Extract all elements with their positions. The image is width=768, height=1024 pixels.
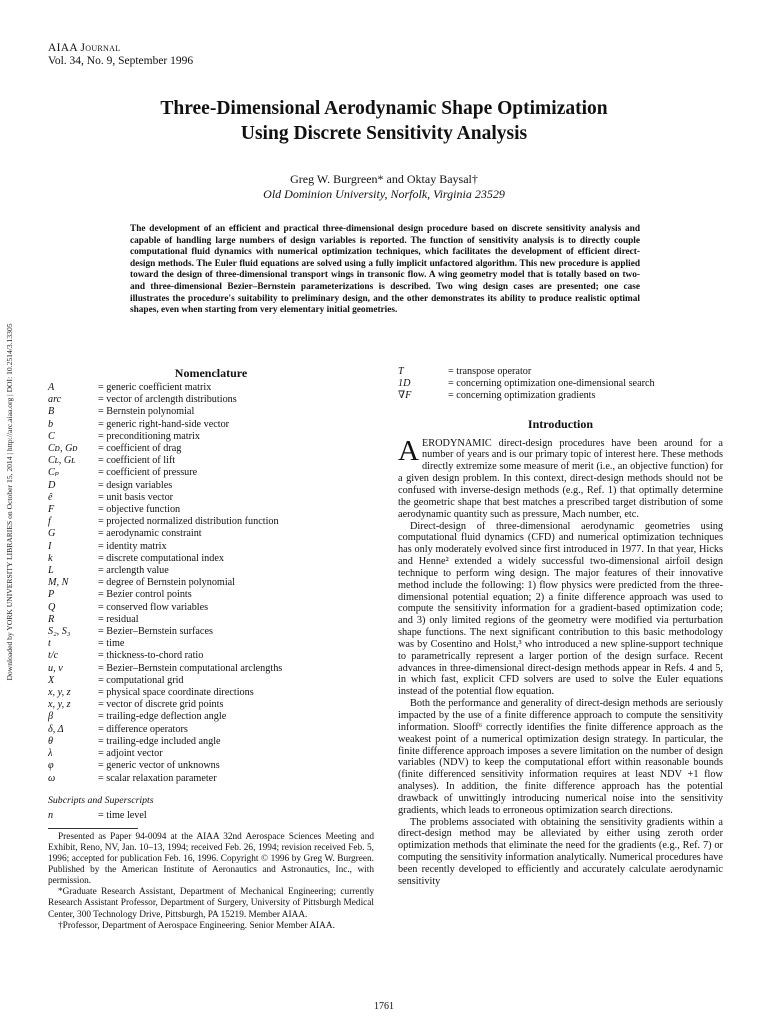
- nomenclature-symbol: X: [48, 674, 55, 686]
- nomenclature-symbol: A: [48, 382, 55, 393]
- abstract: The development of an efficient and practical three-dimensional design procedure based on discrete sensitivity analysis and capable of handling large numbers of design variables is reported. The function of sensitivity analysis is to directly couple computational fluid dynamics with numerical optimization techniques, which facilitates the development of efficient direct-design methods. The Euler fluid equations are solved using a fully implicit unfactored algorithm. This new procedure is applied toward the design of three-dimensional transport wings in transonic flow. A wing geometry model that is totally based on two- and three-dimensional Bezier–Bernstein parameterizations is described. Two wing design cases are presented; one case illustrates the procedure's suitability to preliminary design, and the other demonstrates its ability to produce realistic optimal shapes, even when starting from very elementary initial geometries.: [130, 224, 640, 316]
- nomenclature-row: [398, 390, 723, 402]
- nomenclature-row: [48, 748, 374, 760]
- nomenclature-symbol: x, y, z: [48, 687, 71, 699]
- nomenclature-row: [48, 431, 374, 443]
- nomenclature-definition: = design variables: [98, 479, 173, 491]
- nomenclature-symbol: S₂, S₃: [48, 626, 71, 638]
- nomenclature-definition: = generic right-hand-side vector: [98, 418, 230, 430]
- author-affiliation: Old Dominion University, Norfolk, Virginia 23529: [263, 187, 505, 201]
- nomenclature-definition: = Bezier control points: [98, 589, 192, 601]
- nomenclature-row: [48, 406, 374, 418]
- nomenclature-definition: = concerning optimization gradients: [448, 390, 596, 402]
- introduction-body: [398, 434, 723, 888]
- intro-paragraph-1: AERODYNAMIC direct-design procedures have been around for a number of years and is our primary topic of interest here. These methods directly extremize some measure of merit (i.e., an objective function) for a given design problem. In this context, direct-design methods should not be confused with inverse-design methods (e.g., Ref. 1) that optimally determine the geometric shape that best matches a prescribed target distribution of some aerodynamic quantity such as pressure, Mach number, etc.: [398, 434, 723, 520]
- nomenclature-symbol: D: [48, 479, 56, 491]
- nomenclature-row: [48, 614, 374, 626]
- nomenclature-definition: = projected normalized distribution function: [98, 516, 279, 528]
- nomenclature-definition: = Bezier–Bernstein surfaces: [98, 626, 213, 638]
- intro-paragraph-4: The problems associated with obtaining the sensitivity gradients within a direct-design method may be alleviated by either using zeroth order optimization methods that eliminate the need for the gradients (e.g., Ref. 7) or computing the sensitivity information analytically. Numerical procedures have been recently developed to efficiently and accurately calculate aerodynamic sensitivity: [398, 816, 723, 887]
- nomenclature-row: [48, 516, 374, 528]
- nomenclature-definition: = vector of arclength distributions: [98, 394, 237, 406]
- nomenclature-row: [48, 467, 374, 479]
- nomenclature-definition: = conserved flow variables: [98, 601, 209, 613]
- nomenclature-symbol: λ: [48, 748, 53, 760]
- nomenclature-row: [48, 553, 374, 565]
- title-line-1: Three-Dimensional Aerodynamic Shape Optimization: [160, 98, 608, 119]
- nomenclature-symbol: t/c: [48, 650, 59, 662]
- nomenclature-row: [48, 589, 374, 601]
- nomenclature-definition: = physical space coordinate directions: [98, 687, 254, 699]
- nomenclature-symbol: Cₚ: [48, 467, 59, 479]
- nomenclature-row: [48, 504, 374, 516]
- nomenclature-list: [48, 382, 374, 785]
- nomenclature-definition: = residual: [98, 613, 139, 625]
- nomenclature-definition: = adjoint vector: [98, 748, 163, 760]
- nomenclature-definition: = thickness-to-chord ratio: [98, 650, 204, 662]
- intro-paragraph-3: Both the performance and generality of direct-design methods are seriously impacted by the use of a finite difference approach to compute the sensitivity information. Slooff⁶ correctly identifies the finite difference approach as the weakest point of a numerical optimization design strategy. In particular, the finite difference approach imposes a severe limitation on the number of design variables (NDV) to keep the computational effort within reasonable bounds (finite differenced sensitivity information requires at least NDV +1 flow analyses). In addition, the finite difference approach has the potential drawback of unwittingly introducing numerical noise into the sensitivity gradients, which leads to erroneous optimization search directions.: [398, 698, 723, 816]
- nomenclature-definition: = objective function: [98, 504, 181, 516]
- subscripts-list: [48, 810, 374, 822]
- nomenclature-row: [48, 711, 374, 723]
- nomenclature-symbol: M, N: [48, 577, 69, 589]
- nomenclature-definition: = trailing-edge deflection angle: [98, 711, 227, 723]
- nomenclature-symbol: P: [48, 589, 55, 601]
- nomenclature-symbol: b: [48, 418, 54, 430]
- page-number: 1761: [374, 1001, 394, 1012]
- nomenclature-symbol: β: [48, 711, 54, 723]
- nomenclature-symbol: u, v: [48, 662, 63, 674]
- nomenclature-row: [398, 366, 723, 378]
- nomenclature-heading: Nomenclature: [174, 366, 248, 380]
- nomenclature-row: [48, 699, 374, 711]
- nomenclature-symbol: 1D: [398, 378, 411, 390]
- nomenclature-definition: = discrete computational index: [98, 552, 224, 564]
- author-names: Greg W. Burgreen* and Oktay Baysal†: [290, 172, 478, 186]
- nomenclature-row: [398, 378, 723, 390]
- nomenclature-symbol: I: [48, 540, 52, 552]
- nomenclature-definition: = vector of discrete grid points: [98, 699, 224, 711]
- nomenclature-row: [48, 773, 374, 785]
- nomenclature-row: [48, 760, 374, 772]
- download-watermark: Downloaded by YORK UNIVERSITY LIBRARIES on October 15, 2014 | http://arc.aiaa.org | DOI: 10.2514/3.13305: [5, 323, 14, 681]
- nomenclature-definition: = scalar relaxation parameter: [98, 772, 217, 784]
- journal-name: AIAA Journal: [48, 42, 121, 54]
- footnote-author-2: †Professor, Department of Aerospace Engineering. Senior Member AIAA.: [58, 920, 335, 931]
- nomenclature-row: [48, 419, 374, 431]
- author-block: [40, 172, 728, 202]
- nomenclature-row: [48, 541, 374, 553]
- nomenclature-row: [48, 650, 374, 662]
- nomenclature-symbol: δ, Δ: [48, 723, 64, 735]
- nomenclature-definition: = difference operators: [98, 723, 188, 735]
- nomenclature-definition: = time: [98, 638, 125, 650]
- nomenclature-symbol: Cʟ, Gʟ: [48, 455, 76, 467]
- nomenclature-symbol: k: [48, 552, 53, 564]
- footnote-rule: [48, 828, 138, 829]
- introduction-heading: Introduction: [527, 416, 594, 431]
- paper-title: [40, 96, 728, 146]
- nomenclature-definition: = identity matrix: [98, 540, 167, 552]
- nomenclature-symbol: Cᴅ, Gᴅ: [48, 443, 78, 455]
- nomenclature-symbol: φ: [48, 760, 54, 772]
- nomenclature-row: [48, 810, 374, 822]
- nomenclature-definition: = arclength value: [98, 565, 169, 577]
- nomenclature-row: [48, 663, 374, 675]
- nomenclature-symbol: ω: [48, 772, 56, 784]
- nomenclature-definition: = computational grid: [98, 674, 184, 686]
- nomenclature-symbol: B: [48, 406, 55, 418]
- nomenclature-definition: = coefficient of drag: [98, 443, 182, 455]
- nomenclature-symbol: C: [48, 430, 55, 442]
- left-column: [48, 366, 374, 932]
- nomenclature-symbol: Q: [48, 601, 56, 613]
- nomenclature-row: [48, 638, 374, 650]
- nomenclature-definition: = coefficient of pressure: [98, 467, 198, 479]
- nomenclature-symbol: L: [48, 565, 54, 577]
- nomenclature-row: [48, 394, 374, 406]
- nomenclature-definition: = generic vector of unknowns: [98, 760, 220, 772]
- nomenclature-row: [48, 382, 374, 394]
- nomenclature-definition: = aerodynamic constraint: [98, 528, 202, 540]
- nomenclature-symbol: x, y, z: [48, 699, 71, 711]
- nomenclature-definition: = trailing-edge included angle: [98, 735, 221, 747]
- nomenclature-row: [48, 724, 374, 736]
- footnote-author-1: *Graduate Research Assistant, Department of Mechanical Engineering; currently Research Assistant Professor, Department of Surgery, University of Pittsburgh Medical Center, 300 Technology Drive, Pittsburgh, PA 15219. Member AIAA.: [48, 887, 374, 920]
- nomenclature-symbol: ê: [48, 491, 53, 503]
- nomenclature-definition: = time level: [98, 809, 147, 821]
- nomenclature-row: [48, 565, 374, 577]
- nomenclature-row: [48, 736, 374, 748]
- journal-header: [48, 42, 193, 68]
- nomenclature-symbol: arc: [48, 394, 62, 406]
- nomenclature-row: [48, 455, 374, 467]
- nomenclature-row: [48, 480, 374, 492]
- nomenclature-row: [48, 602, 374, 614]
- footnote-received: Presented as Paper 94-0094 at the AIAA 32nd Aerospace Sciences Meeting and Exhibit, Reno, NV, Jan. 10–13, 1994; received Feb. 26, 1994; revision received Feb. 5, 1996; accepted for publication Feb. 16, 1996. Copyright © 1996 by Greg W. Burgreen. Published by the American Institute of Aeronautics and Astronautics, Inc., with permission.: [48, 831, 374, 887]
- nomenclature-definition: = Bernstein polynomial: [98, 406, 195, 418]
- nomenclature-symbol: T: [398, 366, 404, 377]
- drop-cap: A: [398, 434, 419, 467]
- right-column: [398, 366, 723, 888]
- nomenclature-definition: = transpose operator: [448, 366, 532, 377]
- nomenclature-row: [48, 528, 374, 540]
- nomenclature-row: [48, 492, 374, 504]
- title-line-2: Using Discrete Sensitivity Analysis: [240, 123, 528, 144]
- nomenclature-symbol: R: [48, 613, 55, 625]
- nomenclature-symbol: θ: [48, 735, 54, 747]
- nomenclature-definition: = unit basis vector: [98, 491, 174, 503]
- nomenclature-definition: = Bezier–Bernstein computational arclengths: [98, 662, 283, 674]
- nomenclature-row: [48, 626, 374, 638]
- nomenclature-definition: = coefficient of lift: [98, 455, 176, 467]
- nomenclature-definition: = generic coefficient matrix: [98, 382, 212, 393]
- subscripts-heading: Subcripts and Superscripts: [48, 794, 154, 806]
- nomenclature-symbol: n: [48, 809, 54, 821]
- journal-volume: Vol. 34, No. 9, September 1996: [48, 55, 194, 67]
- nomenclature-row: [48, 443, 374, 455]
- nomenclature-row: [48, 675, 374, 687]
- nomenclature-symbol: F: [48, 504, 55, 516]
- nomenclature-definition: = degree of Bernstein polynomial: [98, 577, 236, 589]
- nomenclature-definition: = preconditioning matrix: [98, 430, 200, 442]
- nomenclature-symbol: ∇F: [398, 390, 412, 402]
- nomenclature-continued: [398, 366, 723, 403]
- nomenclature-symbol: G: [48, 528, 56, 540]
- footnotes: [48, 828, 374, 932]
- nomenclature-row: [48, 577, 374, 589]
- intro-paragraph-2: Direct-design of three-dimensional aerodynamic geometries using computational fluid dynamics (CFD) and numerical optimization techniques has only moderately evolved since first introduced in 1977. In that year, Hicks and Henne² extended a widely successful two-dimensional airfoil design technique to perform wing design. The major features of their innovative method include the following: 1) flow physics were predicted from the three-dimensional potential equation; 2) a finite difference approach was used to compute the sensitivity information for a gradient-based optimization code; and 3) only limited regions of the geometry were modified via perturbation shape functions. The next significant contribution to this basic methodology was by Cosentino and Holst,³ who introduced a new spline-support technique to parametrically represent a larger portion of the design surface. Recent advances in three-dimensional direct-design methods appear in Refs. 4 and 5, in which fast, explicit CFD solvers are used to solve the Euler equations instead of the potential flow equation.: [398, 520, 723, 698]
- nomenclature-definition: = concerning optimization one-dimensional search: [448, 378, 655, 390]
- nomenclature-row: [48, 687, 374, 699]
- nomenclature-symbol: f: [48, 516, 51, 528]
- nomenclature-symbol: t: [48, 638, 51, 650]
